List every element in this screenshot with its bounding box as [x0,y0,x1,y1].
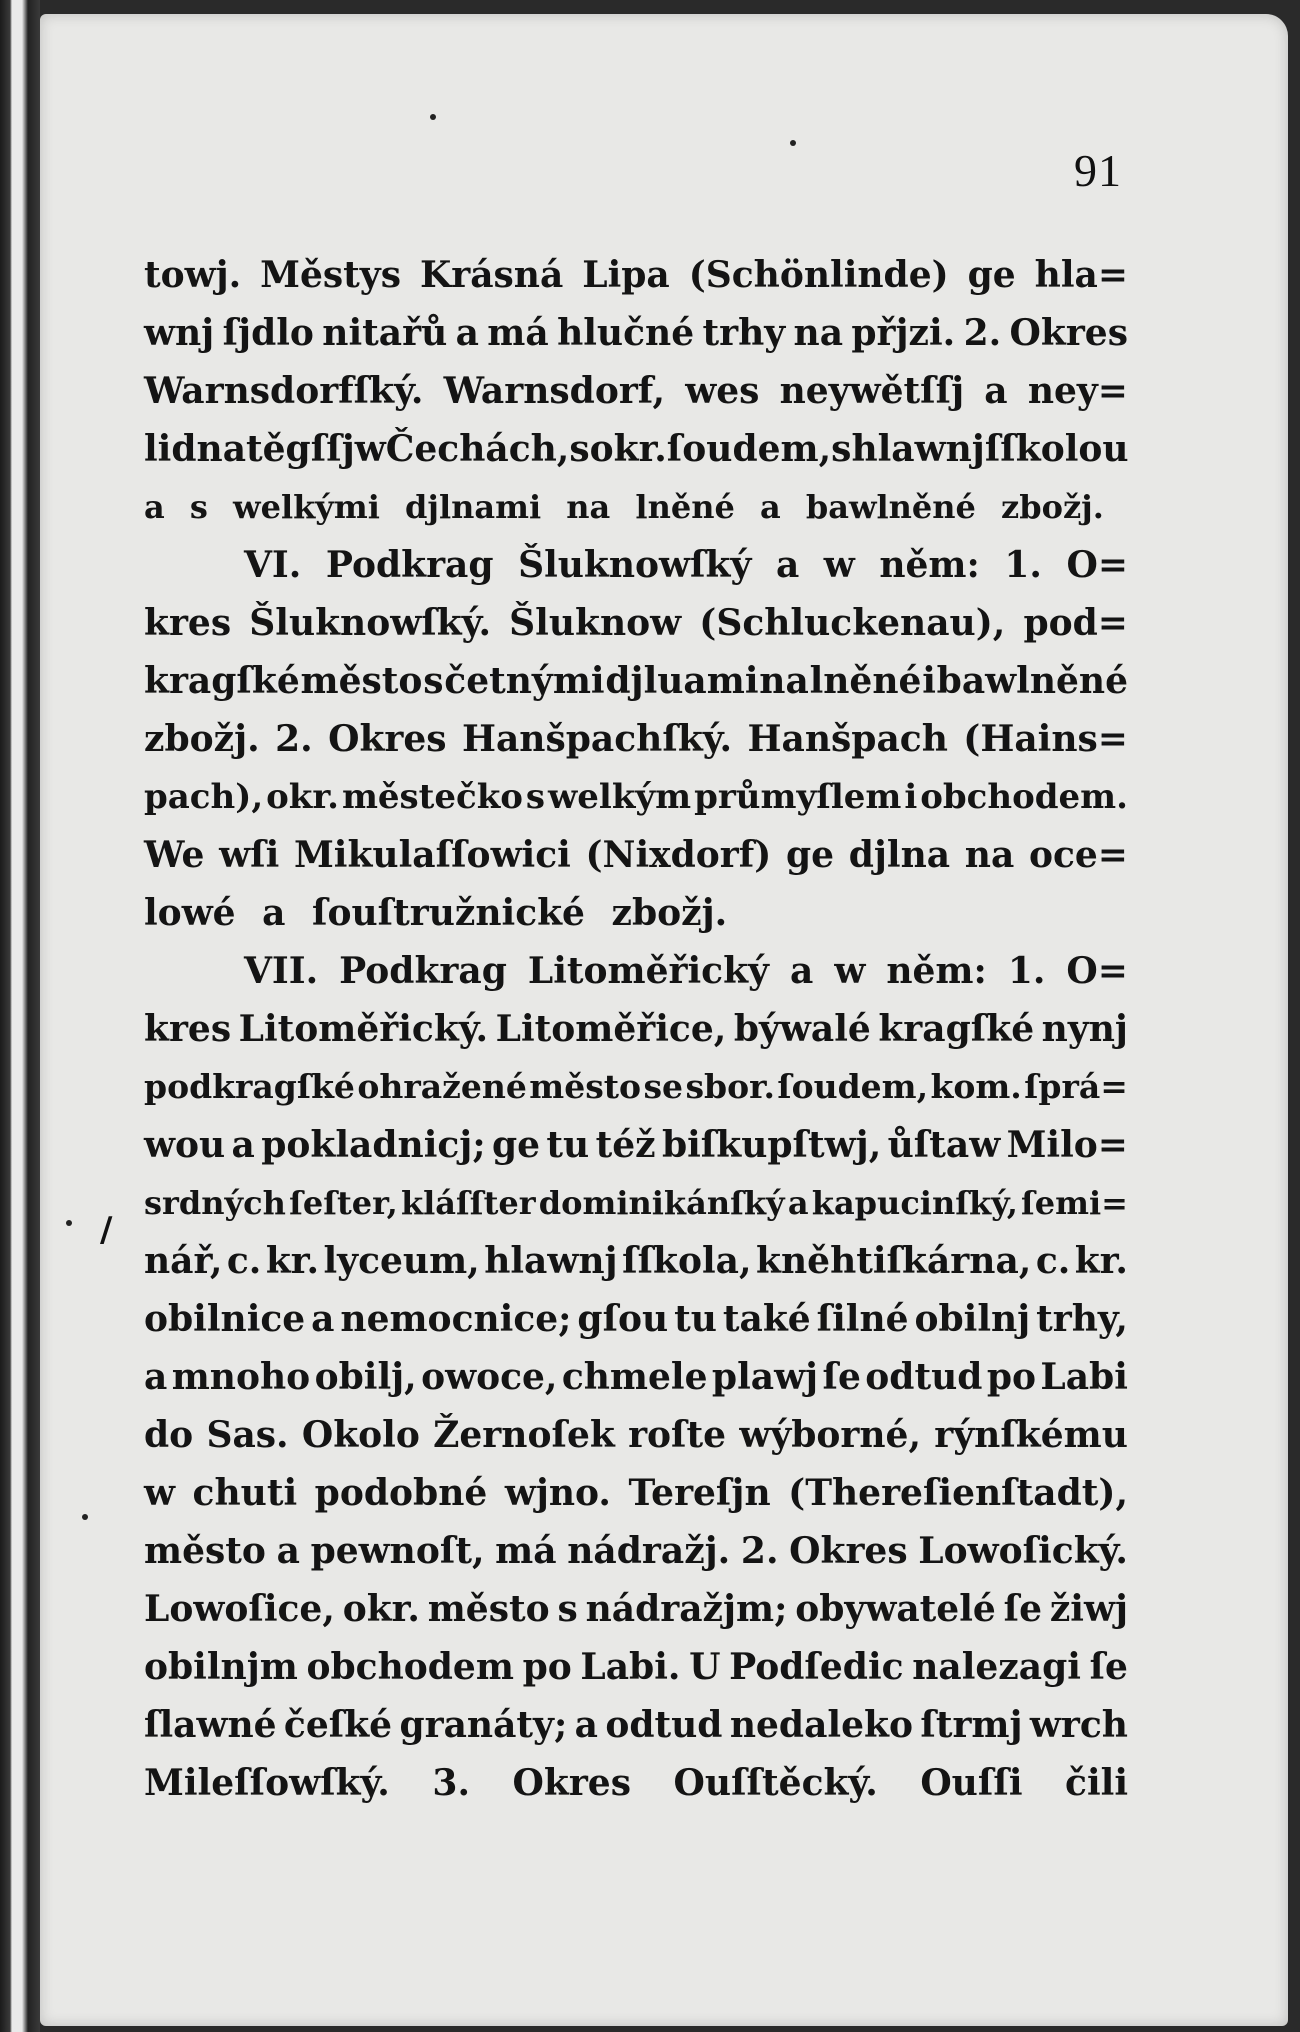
text-line: ſlawné čeſké granáty; a odtud nedaleko ſtrmj wrch [144,1704,1128,1746]
text-line: Lowoſice, okr. město s nádražjm; obywatelé ſe žiwj [144,1588,1128,1630]
text-line: do Sas. Okolo Žernoſek roſte wýborné, rýnſkému [144,1414,1128,1456]
book-binding-edge [0,0,40,2032]
text-line: srdných ſeſter, kláſſter dominikánſký a kapucinſký, ſemi= [144,1184,1128,1222]
text-line: a s welkými djlnami na lněné a bawlněné zbožj. [144,488,1104,526]
text-line: pach), okr. městečko s welkým průmyſlem i obchodem. [144,777,1128,817]
text-line: kragſké město s četnými djluami na lněné i bawlněné [144,660,1128,702]
ink-speck [66,1220,72,1226]
text-line: Mileſſowſký. 3. Okres Ouſſtěcký. Ouſſi čili [144,1762,1128,1804]
text-line: VII. Podkrag Litoměřický a w něm: 1. O= [244,950,1128,992]
ink-speck [82,1514,88,1520]
text-line: wnj ſjdlo nitařů a má hlučné trhy na přjzi. 2. Okres [144,312,1128,354]
ink-speck [790,140,796,146]
text-line: VI. Podkrag Šluknowſký a w něm: 1. O= [244,544,1128,586]
text-line: obilnice a nemocnice; gſou tu také ſilné obilnj trhy, [144,1298,1128,1340]
text-line: We wſi Mikulaſſowici (Nixdorf) ge djlna na oce= [144,834,1128,876]
text-line: obilnjm obchodem po Labi. U Podſedic nalezagi ſe [144,1646,1128,1688]
margin-mark: / [100,1210,113,1250]
ink-speck [430,114,436,120]
text-line: w chuti podobné wjno. Tereſjn (Thereſienſtadt), [144,1472,1128,1514]
text-line: a mnoho obilj, owoce, chmele plawj ſe odtud po Labi [144,1356,1128,1398]
body-text [144,246,1128,1812]
text-line: podkragſké ohražené město se sbor. ſoudem, kom. ſprá= [144,1067,1128,1106]
text-line: lowé a ſouſtružnické zbožj. [144,892,728,934]
text-line: towj. Městys Krásná Lipa (Schönlinde) ge hla= [144,254,1128,296]
text-line: zbožj. 2. Okres Hanšpachſký. Hanšpach (Hains= [144,718,1128,760]
book-page [40,14,1288,2026]
text-line: wou a pokladnicj; ge tu též biſkupſtwj, ůſtaw Milo= [144,1124,1128,1166]
page-number: 91 [1074,145,1122,196]
text-line: lidnatěgſſj w Čechách, s okr. ſoudem, s hlawnj ſſkolou [144,428,1129,470]
text-line: město a pewnoſt, má nádražj. 2. Okres Lowoſický. [144,1530,1128,1572]
text-line: kres Litoměřický. Litoměřice, býwalé kragſké nynj [144,1008,1128,1050]
text-line: nář, c. kr. lyceum, hlawnj ſſkola, kněhtiſkárna, c. kr. [144,1240,1128,1282]
text-line: Warnsdorfſký. Warnsdorf, wes neywětſſj a ney= [144,370,1128,412]
text-line: kres Šluknowſký. Šluknow (Schluckenau), pod= [144,602,1128,644]
